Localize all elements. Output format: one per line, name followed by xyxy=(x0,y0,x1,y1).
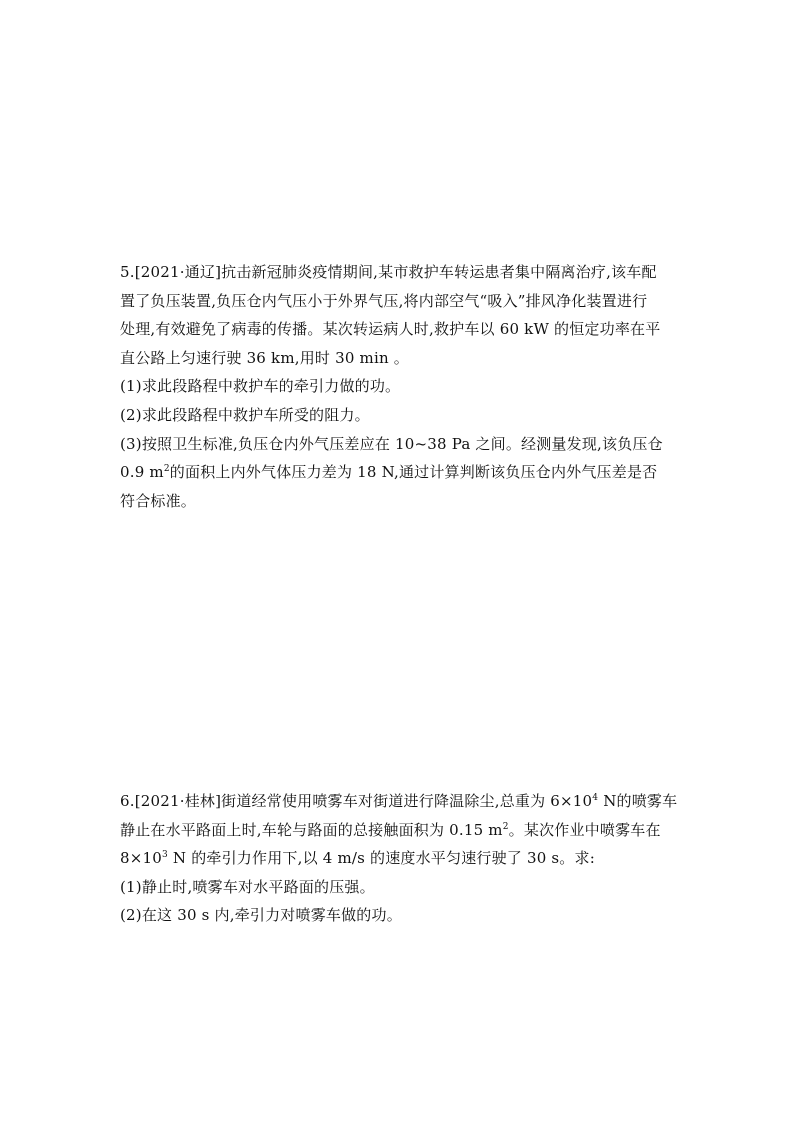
problem-5-line-8 xyxy=(120,458,680,487)
problem-6-line-2-start: 静止在水平路面上时,车轮与路面的总接触面积为 0.15 m xyxy=(120,820,503,839)
problem-6-question-1: (1)静止时,喷雾车对水平路面的压强。 xyxy=(120,877,375,896)
problem-5-question-1: (1)求此段路程中救护车的牵引力做的功。 xyxy=(120,377,401,396)
problem-5-line-8-start: 0.9 m xyxy=(120,463,164,482)
problem-6-line-3-start: 8×10 xyxy=(120,849,162,868)
problem-5-line-8-end: 的面积上内外气体压力差为 18 N,通过计算判断该负压仓内外气压差是否 xyxy=(169,463,658,482)
problem-6-line-1-exponent: 4 xyxy=(592,793,599,803)
problem-6-line-1-end: N的喷雾车 xyxy=(598,792,678,810)
problem-6-question-2: (2)在这 30 s 内,牵引力对喷雾车做的功。 xyxy=(120,906,402,925)
problem-6-line-2-exponent: 2 xyxy=(502,821,509,832)
problem-5-line-9: 符合标准。 xyxy=(120,491,197,510)
problem-5-line-2: 置了负压装置,负压仓内气压小于外界气压,将内部空气“吸入”排风净化装置进行 xyxy=(120,291,648,310)
problem-6 xyxy=(120,787,680,930)
problem-6-line-3-exponent: 3 xyxy=(162,850,168,861)
problem-5-line-1: 5.[2021·通辽]抗击新冠肺炎疫情期间,某市救护车转运患者集中隔离治疗,该车配 xyxy=(120,263,657,281)
problem-5-line-4: 直公路上匀速行驶 36 km,用时 30 min 。 xyxy=(120,348,409,367)
problem-5-line-3: 处理,有效避免了病毒的传播。某次转运病人时,救护车以 60 kW 的恒定功率在平 xyxy=(120,320,661,339)
problem-6-line-1-start: 6.[2021·桂林]街道经常使用喷雾车对街道进行降温除尘,总重为 6×10 xyxy=(120,792,593,810)
problem-5-question-3: (3)按照卫生标准,负压仓内外气压差应在 10~38 Pa 之间。经测量发现,该负压仓 xyxy=(120,434,663,453)
problem-6-line-1 xyxy=(120,787,680,816)
problem-5-line-8-exponent: 2 xyxy=(163,464,170,475)
problem-5 xyxy=(120,258,680,515)
problem-6-line-2-end: 。某次作业中喷雾车在 xyxy=(508,820,661,839)
problem-6-line-3-end: N 的牵引力作用下,以 4 m/s 的速度水平匀速行驶了 30 s。求: xyxy=(167,849,595,868)
problem-6-line-3 xyxy=(120,844,680,873)
problem-6-line-2 xyxy=(120,816,680,845)
problem-5-question-2: (2)求此段路程中救护车所受的阻力。 xyxy=(120,405,370,424)
